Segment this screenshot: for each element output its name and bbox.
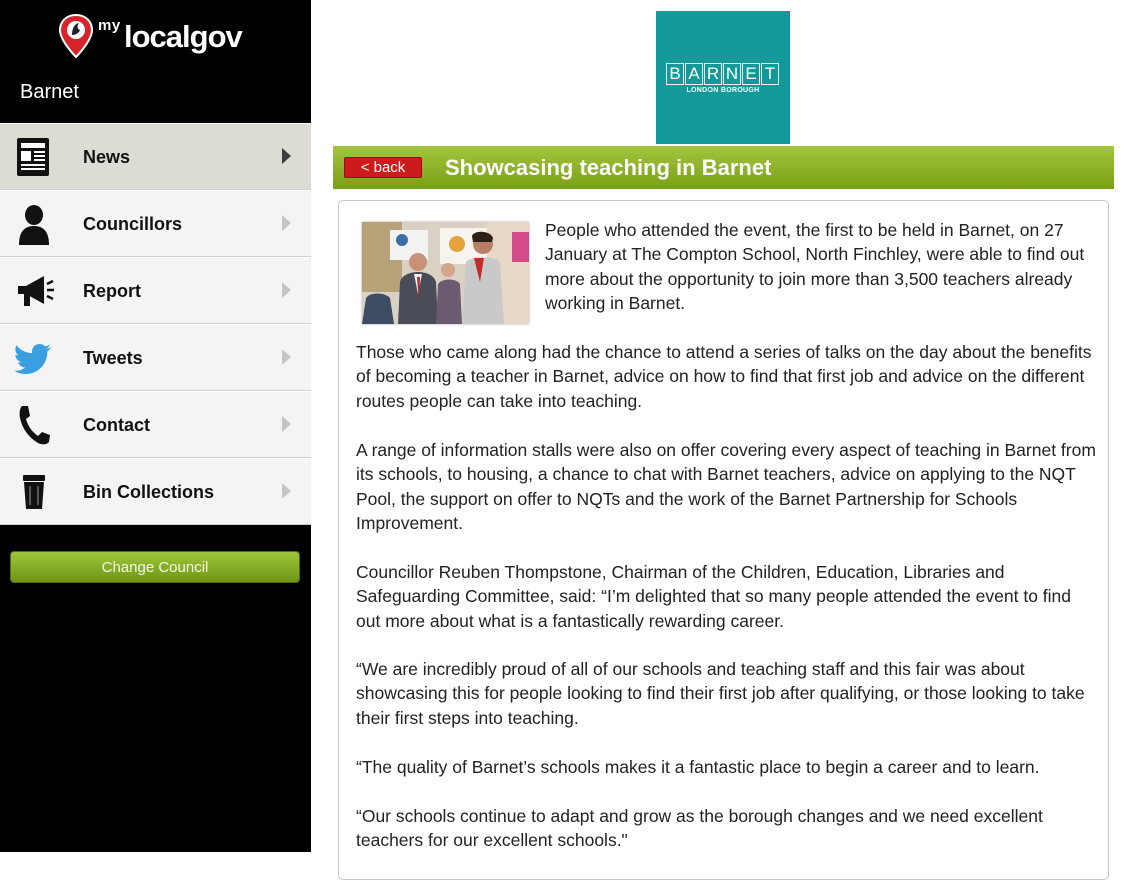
logo-letter: T bbox=[761, 63, 779, 85]
sidebar-item-label: Councillors bbox=[83, 214, 183, 234]
megaphone-icon bbox=[12, 270, 56, 312]
twitter-bird-icon bbox=[12, 337, 56, 379]
sidebar-item-news[interactable] bbox=[0, 123, 311, 190]
chevron-right-icon bbox=[282, 282, 291, 298]
location-pin-icon bbox=[58, 13, 94, 59]
sidebar-item-label: Tweets bbox=[83, 348, 143, 368]
article-title-bar bbox=[333, 146, 1114, 189]
change-council-button[interactable]: Change Council bbox=[10, 551, 300, 583]
logo-localgov-text: localgov bbox=[124, 19, 242, 54]
event-photo-image bbox=[362, 222, 529, 324]
council-logo bbox=[656, 11, 790, 144]
sidebar-item-label: Bin Collections bbox=[83, 482, 215, 502]
sidebar-item-bin-collections[interactable] bbox=[0, 458, 311, 525]
article-paragraph: A range of information stalls were also on offer covering every aspect of teaching in Barnet from its schools, to housing, a chance to chat with Barnet teachers, advice on applying to the NQT Pool, the support on offer to NQTs and the work of the Barnet Partnership for Schools Improvement. bbox=[356, 440, 1096, 534]
logo-my-text: my bbox=[98, 17, 121, 34]
article-paragraph: Councillor Reuben Thompstone, Chairman of the Children, Education, Libraries and Safeguarding Committee, said: “I’m delighted that so many people attended the event to find out more about what is a fantastically rewarding career. bbox=[356, 562, 1072, 631]
phone-icon bbox=[12, 404, 56, 446]
sidebar bbox=[0, 0, 311, 852]
chevron-right-icon bbox=[282, 483, 291, 499]
logo-letter: A bbox=[685, 63, 703, 85]
council-name: Barnet bbox=[20, 81, 79, 103]
sidebar-item-report[interactable] bbox=[0, 257, 311, 324]
council-logo-word bbox=[666, 63, 779, 85]
bin-icon bbox=[12, 471, 56, 513]
article-paragraph: “Our schools continue to adapt and grow as the borough changes and we need excellent teachers for our excellent schools." bbox=[356, 806, 1043, 851]
newspaper-icon bbox=[12, 136, 56, 178]
logo-letter: N bbox=[723, 63, 741, 85]
council-logo-subtitle: LONDON BOROUGH bbox=[686, 87, 760, 94]
article-paragraph: “We are incredibly proud of all of our schools and teaching staff and this fair was about showcasing this for people looking to find their first job after qualifying, or those looking to take their first steps into teaching. bbox=[356, 659, 1085, 728]
article-paragraph: Those who came along had the chance to attend a series of talks on the day about the benefits of becoming a teacher in Barnet, advice on how to find that first job and advice on the different routes people can take into teaching. bbox=[356, 342, 1092, 411]
sidebar-item-councillors[interactable] bbox=[0, 190, 311, 257]
person-icon bbox=[12, 203, 56, 245]
article-title: Showcasing teaching in Barnet bbox=[445, 155, 772, 180]
sidebar-item-label: News bbox=[83, 147, 131, 167]
chevron-right-icon bbox=[282, 215, 291, 231]
chevron-right-icon bbox=[282, 349, 291, 365]
back-button[interactable]: < back bbox=[344, 157, 422, 178]
article-paragraph: People who attended the event, the first to be held in Barnet, on 27 January at The Compton School, North Finchley, were able to find out more about the opportunity to join more than 3,500 teachers already working in Barnet. bbox=[545, 220, 1085, 314]
sidebar-menu bbox=[0, 123, 311, 525]
logo-letter: R bbox=[704, 63, 722, 85]
logo-letter: B bbox=[666, 63, 684, 85]
sidebar-item-contact[interactable] bbox=[0, 391, 311, 458]
logo-letter: E bbox=[742, 63, 760, 85]
chevron-right-icon bbox=[282, 416, 291, 432]
sidebar-item-label: Report bbox=[83, 281, 141, 301]
sidebar-item-tweets[interactable] bbox=[0, 324, 311, 391]
sidebar-item-label: Contact bbox=[83, 415, 150, 435]
article-paragraph: “The quality of Barnet’s schools makes it a fantastic place to begin a career and to learn. bbox=[356, 757, 1040, 777]
chevron-right-icon bbox=[282, 148, 291, 164]
article-photo bbox=[362, 222, 529, 324]
